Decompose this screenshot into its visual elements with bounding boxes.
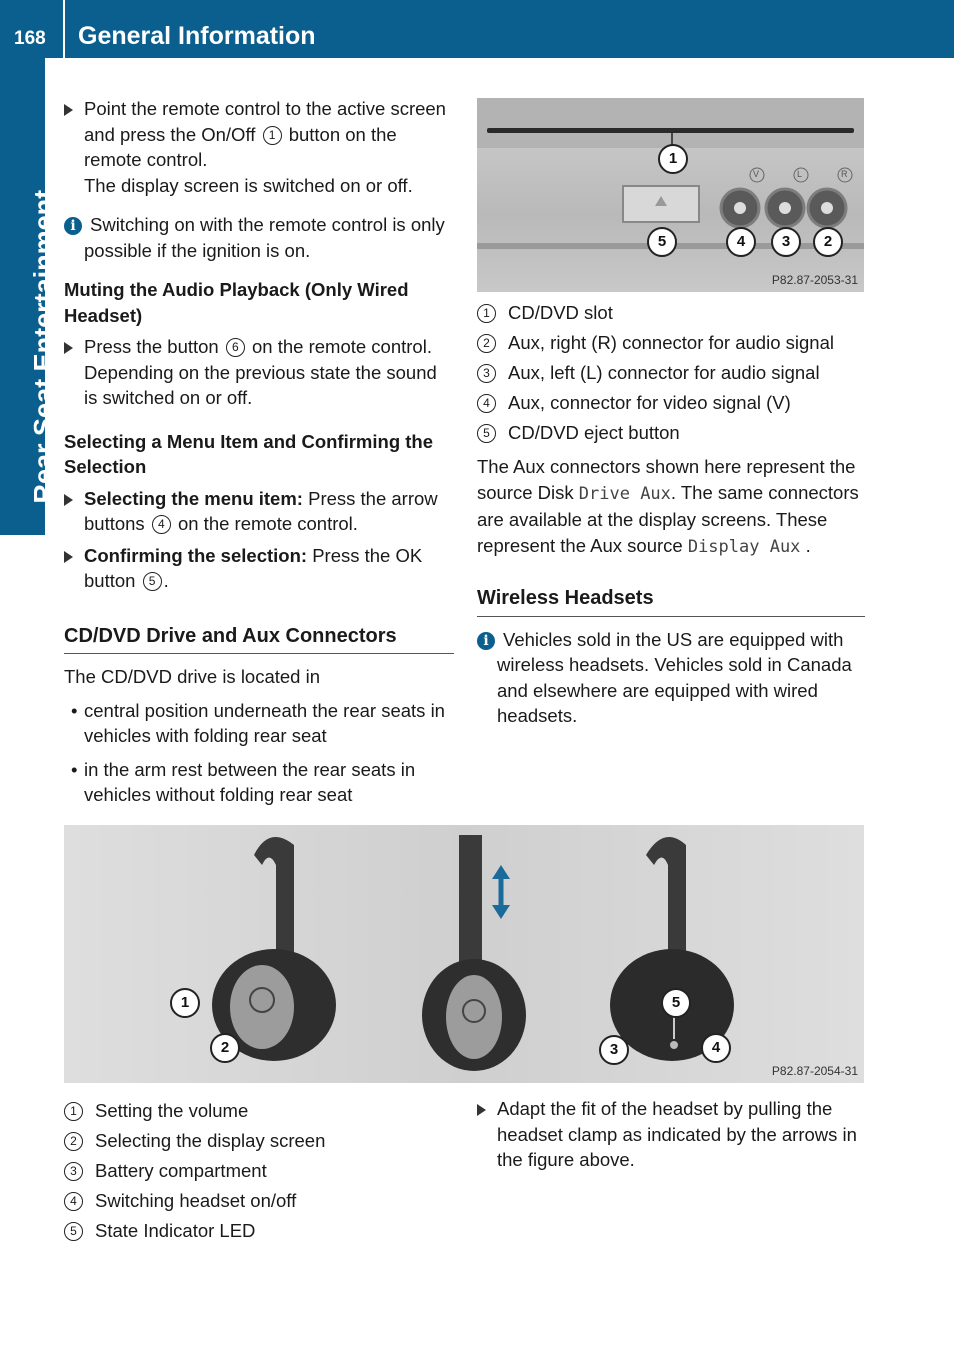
text: button on the remote control. (84, 123, 397, 170)
text: Adapt the fit of the headset by pulling the headset clamp as indicated by the arrows in the figure above. (497, 1098, 857, 1170)
bold-text: Confirming the selection: (84, 544, 308, 566)
figure-code: P82.87-2053-31 (771, 273, 858, 287)
info-note (64, 212, 454, 263)
text: Setting the volume (95, 1100, 249, 1121)
figure-badge: 3 (771, 227, 801, 257)
info-note (477, 627, 865, 729)
header-divider (63, 0, 65, 58)
text: State Indicator LED (95, 1220, 256, 1241)
number-badge: 5 (477, 424, 496, 443)
info-text: Switching on with the remote control is only possible if the ignition is on. (84, 214, 445, 261)
text: CD/DVD slot (508, 302, 613, 323)
display-text: Drive Aux (578, 483, 671, 504)
legend-item (477, 390, 865, 420)
text: Switching headset on/off (95, 1190, 297, 1211)
text: CD/DVD eject button (508, 422, 680, 443)
text: Press the OK button (84, 544, 423, 591)
number-badge: 1 (263, 126, 282, 145)
number-badge: 4 (477, 394, 496, 413)
figure-code: P82.87-2054-31 (771, 1064, 858, 1078)
result-text: Depending on the previous state the sound is switched on or off. (84, 361, 437, 408)
number-badge: 5 (64, 1222, 83, 1241)
info-icon: i (477, 632, 495, 650)
instruction-power (64, 96, 454, 198)
text: Point the remote control to the active screen and press the On/Off (84, 98, 446, 145)
aux-paragraph (477, 454, 865, 560)
arrow-bullet-icon (64, 342, 73, 354)
text: . The same connectors are available at the display screens. These represent the Aux source (477, 481, 859, 556)
cd-drive-illustration (477, 98, 864, 292)
number-badge: 4 (64, 1192, 83, 1211)
cd-drive-figure (477, 98, 864, 292)
text: . (805, 534, 811, 556)
port-label-r: R (841, 169, 848, 179)
instruction-mute (64, 334, 454, 411)
subheading-mute: Muting the Audio Playback (Only Wired Headset) (64, 279, 409, 326)
result-text: The display screen is switched on or off. (84, 174, 413, 196)
figure-badge: 2 (813, 227, 843, 257)
text: Aux, connector for video signal (V) (508, 392, 791, 413)
headset-illustration (64, 825, 864, 1083)
legend-item (477, 420, 865, 450)
page-header (0, 0, 954, 58)
display-text: Display Aux (687, 536, 801, 557)
instruction-adapt (477, 1096, 865, 1173)
text: on the remote control. (177, 513, 358, 534)
bold-text: Selecting the menu item: (84, 487, 303, 509)
legend-item (477, 300, 865, 330)
legend-item (64, 1188, 454, 1218)
right-column (477, 300, 865, 729)
arrow-bullet-icon (64, 494, 73, 506)
text: Press the button (84, 336, 219, 357)
text: Press the arrow buttons (84, 487, 438, 534)
number-badge: 2 (64, 1132, 83, 1151)
text: Aux, left (L) connector for audio signal (508, 362, 820, 383)
figure-badge: 5 (647, 227, 677, 257)
legend-item (64, 1158, 454, 1188)
chapter-title: General Information (78, 22, 316, 50)
figure-badge: 4 (726, 227, 756, 257)
text: Selecting the display screen (95, 1130, 326, 1151)
number-badge: 3 (477, 364, 496, 383)
number-badge: 4 (152, 515, 171, 534)
left-column (64, 96, 454, 808)
number-badge: 3 (64, 1162, 83, 1181)
text: The Aux connectors shown here represent the source Disk (477, 456, 856, 503)
figure-badge: 5 (661, 988, 691, 1018)
arrow-bullet-icon (64, 104, 73, 116)
figure-badge: 3 (599, 1035, 629, 1065)
legend-item (477, 330, 865, 360)
page-number: 168 (14, 28, 46, 49)
number-badge: 1 (477, 304, 496, 323)
subheading-select: Selecting a Menu Item and Confirming the Selection (64, 430, 434, 477)
arrow-bullet-icon (477, 1104, 486, 1116)
info-icon: i (64, 217, 82, 235)
figure-badge: 1 (170, 988, 200, 1018)
side-tab (0, 58, 59, 535)
number-badge: 6 (226, 338, 245, 357)
list-item: • in the arm rest between the rear seats in vehicles without folding rear seat (71, 758, 416, 805)
legend-item (64, 1218, 454, 1248)
adapt-instruction (477, 1096, 865, 1173)
headset-figure (64, 825, 864, 1083)
text: Battery compartment (95, 1160, 267, 1181)
text: in the arm rest between the rear seats in vehicles without folding rear seat (84, 758, 416, 805)
arrow-bullet-icon (64, 551, 73, 563)
figure-badge: 4 (701, 1033, 731, 1063)
legend-item (477, 360, 865, 390)
text: central position underneath the rear seats in vehicles with folding rear seat (84, 699, 445, 746)
text: . (163, 570, 169, 591)
text: on the remote control. (252, 336, 432, 357)
cd-intro: The CD/DVD drive is located in (64, 666, 321, 687)
list-item: • central position underneath the rear seats in vehicles with folding rear seat (71, 699, 445, 746)
instruction-select (64, 486, 454, 537)
headset-legend (64, 1098, 454, 1248)
port-label-v: V (753, 169, 760, 179)
figure-badge: 1 (658, 144, 688, 174)
port-label-l: L (797, 169, 803, 179)
text: Aux, right (R) connector for audio signal (508, 332, 834, 353)
instruction-confirm (64, 543, 454, 594)
number-badge: 1 (64, 1102, 83, 1121)
figure-badge: 2 (210, 1033, 240, 1063)
legend-item (64, 1128, 454, 1158)
side-tab-label: Rear Seat Entertainment (28, 189, 59, 504)
section-heading-wireless: Wireless Headsets (477, 586, 865, 617)
number-badge: 2 (477, 334, 496, 353)
section-heading-cd: CD/DVD Drive and Aux Connectors (64, 624, 454, 655)
legend-item (64, 1098, 454, 1128)
info-text: Vehicles sold in the US are equipped with wireless headsets. Vehicles sold in Canada and elsewhere are equipped with wired headsets. (497, 628, 852, 726)
number-badge: 5 (143, 572, 162, 591)
